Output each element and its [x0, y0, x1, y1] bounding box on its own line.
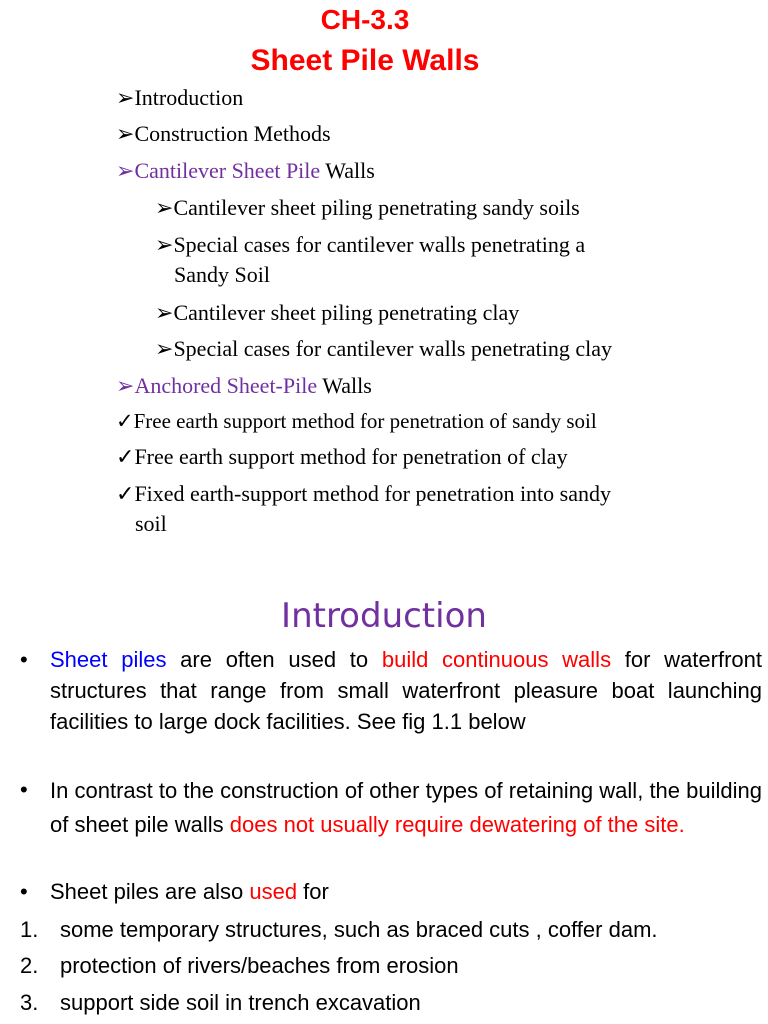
check-icon: ✓ [116, 444, 135, 469]
list-item: some temporary structures, such as braced cuts , coffer dam. [60, 917, 658, 942]
section-heading: Introduction [281, 596, 487, 636]
outline-check-item: ✓Free earth support method for penetration of sandy soil [116, 409, 597, 433]
list-number: 1. [20, 917, 39, 942]
paragraph-3: Sheet piles are also used for [50, 879, 329, 904]
check-icon: ✓ [116, 481, 135, 506]
list-number: 3. [20, 990, 39, 1015]
outline-check-item: ✓Fixed earth-support method for penetration into sandy [116, 481, 611, 506]
outline-subitem: ➢Cantilever sheet piling penetrating clay [155, 300, 520, 325]
arrow-bullet-icon: ➢ [116, 121, 135, 146]
outline-check-continuation: soil [135, 511, 167, 536]
outline-check-item: ✓Free earth support method for penetration of clay [116, 444, 568, 469]
list-item: support side soil in trench excavation [60, 990, 421, 1015]
list-number: 2. [20, 953, 39, 978]
paragraph-2: In contrast to the construction of other types of retaining wall, the building of sheet pile walls does not usually require dewatering of the site. [50, 778, 762, 837]
outline-item-introduction: ➢Introduction [116, 85, 244, 110]
arrow-bullet-icon: ➢ [155, 232, 174, 257]
arrow-bullet-icon: ➢ [116, 85, 135, 110]
outline-item-construction: ➢Construction Methods [116, 121, 331, 146]
arrow-bullet-icon: ➢ [155, 195, 174, 220]
arrow-bullet-icon: ➢ [155, 336, 174, 361]
arrow-bullet-icon: ➢ [116, 373, 135, 398]
chapter-number: CH-3.3 [320, 4, 410, 35]
paragraph-1: Sheet piles are often used to build continuous walls for waterfront structures that range from small waterfront pleasure boat launching facilities to large dock facilities. See fig 1.1 below [50, 647, 763, 734]
outline-item-cantilever: ➢Cantilever Sheet Pile Walls [116, 158, 375, 183]
bullet-icon: • [20, 879, 28, 904]
outline-subitem: ➢Cantilever sheet piling penetrating sandy soils [155, 195, 580, 220]
bullet-icon: • [20, 647, 28, 672]
list-item: protection of rivers/beaches from erosion [60, 953, 459, 978]
arrow-bullet-icon: ➢ [116, 158, 135, 183]
bullet-icon: • [20, 777, 28, 802]
page-title: Sheet Pile Walls [250, 44, 480, 77]
outline-subitem: ➢Special cases for cantilever walls penetrating clay [155, 336, 613, 361]
outline-item-anchored: ➢Anchored Sheet-Pile Walls [116, 373, 372, 398]
outline-subitem-continuation: Sandy Soil [174, 262, 270, 287]
outline-subitem: ➢Special cases for cantilever walls penetrating a [155, 232, 586, 257]
arrow-bullet-icon: ➢ [155, 300, 174, 325]
check-icon: ✓ [116, 409, 134, 433]
